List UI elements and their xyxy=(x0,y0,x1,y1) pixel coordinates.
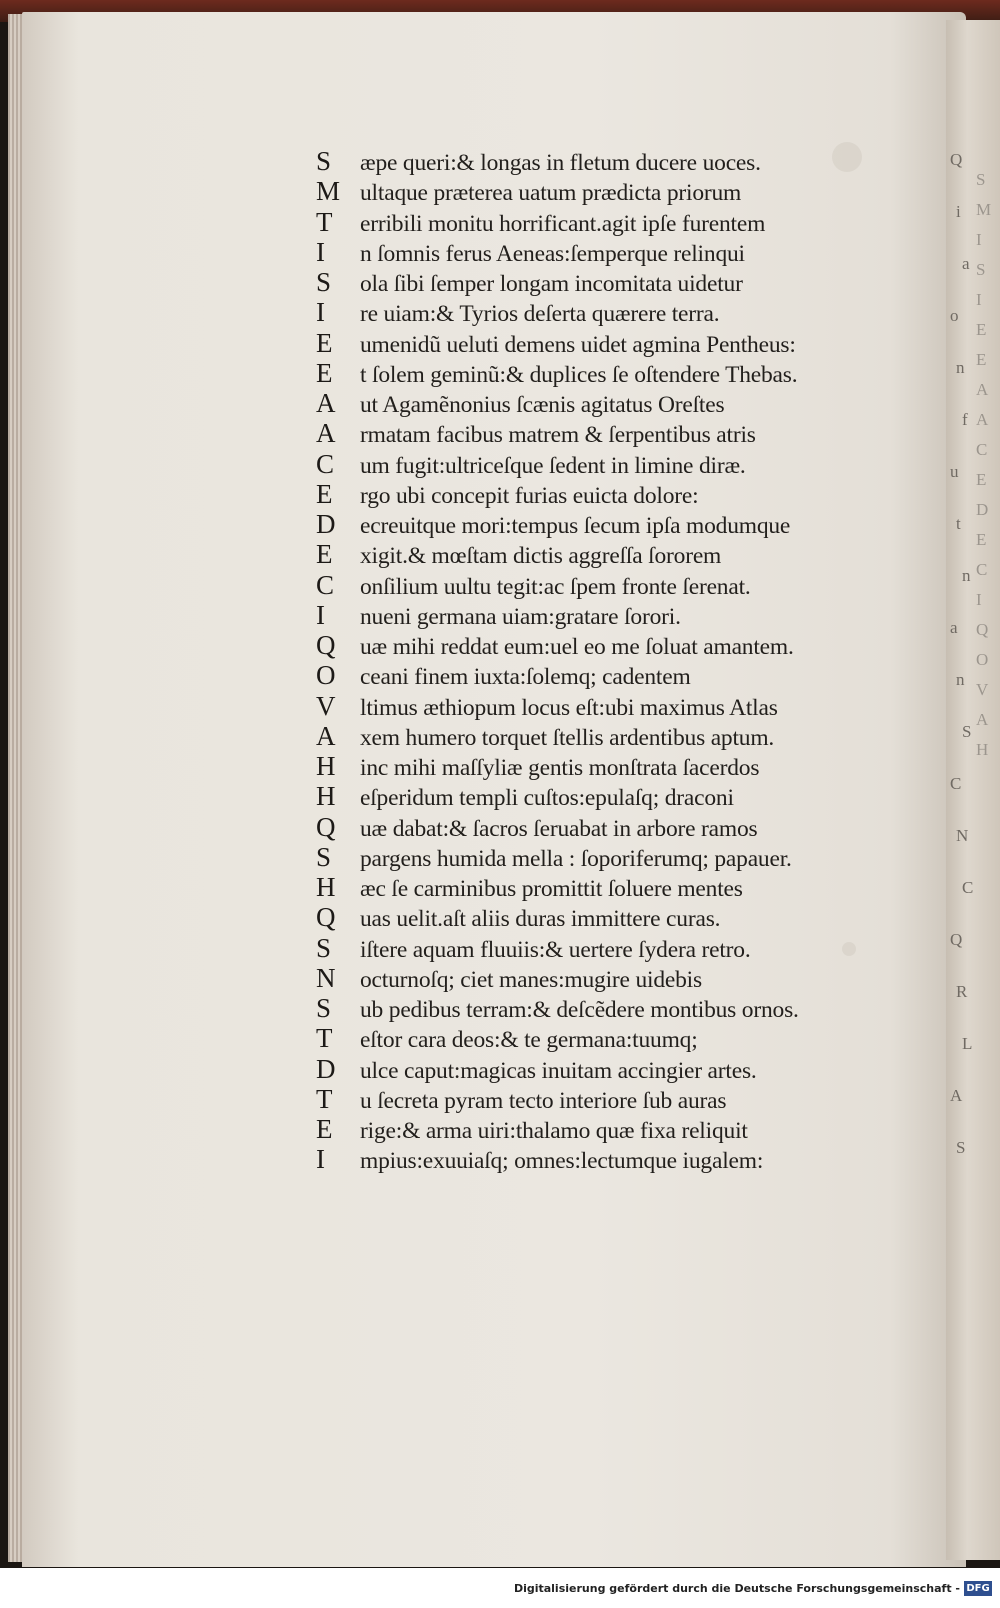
verse-text: eſtor cara deos:& te germana:tuumq; xyxy=(360,1027,698,1054)
verse-text: inc mihi maſſyliæ gentis monſtrata ſacerdos xyxy=(360,755,760,781)
verse-line xyxy=(316,328,876,358)
bleed-letter: D xyxy=(976,500,989,519)
verse-line xyxy=(316,600,876,630)
verse-line xyxy=(316,1084,876,1114)
verse-initial: Q xyxy=(316,811,336,842)
verse-initial: H xyxy=(316,751,336,781)
bleed-letter: n xyxy=(956,358,965,377)
verse-line xyxy=(316,902,876,932)
bleed-letter: C xyxy=(962,878,974,897)
verse-text: uæ mihi reddat eum:uel eo me ſoluat amantem. xyxy=(360,634,794,660)
verse-line xyxy=(316,963,876,993)
verse-initial: E xyxy=(316,327,333,358)
verse-list xyxy=(316,146,876,1175)
verse-initial: D xyxy=(316,509,336,539)
bleed-letter: V xyxy=(976,680,989,699)
verse-line xyxy=(316,176,876,206)
footer-credit: Digitalisierung gefördert durch die Deutsche Forschungsgemeinschaft - xyxy=(513,1582,960,1595)
verse-text: ola ſibi ſemper longam incomitata uidetur xyxy=(360,271,743,297)
bleed-letter: E xyxy=(976,350,987,369)
verse-line xyxy=(316,146,876,176)
verse-text: xem humero torquet ſtellis ardentibus aptum. xyxy=(360,724,775,751)
bleed-letter: A xyxy=(976,710,989,729)
verse-text: rige:& arma uiri:thalamo quæ fixa reliquit xyxy=(360,1118,748,1144)
verse-line xyxy=(316,570,876,600)
bleed-letter: f xyxy=(962,410,968,429)
verse-line xyxy=(316,842,876,872)
verse-text: u ſecreta pyram tecto interiore ſub auras xyxy=(360,1087,727,1114)
verse-line xyxy=(316,1144,876,1174)
verse-line xyxy=(316,509,876,539)
verse-line xyxy=(316,1054,876,1084)
verse-initial: C xyxy=(316,569,335,600)
verse-line xyxy=(316,993,876,1023)
verse-line xyxy=(316,1023,876,1053)
verse-initial: I xyxy=(316,236,325,267)
verse-line xyxy=(316,539,876,569)
verse-text: umenidũ ueluti demens uidet agmina Pentheus: xyxy=(360,331,796,358)
verse-line xyxy=(316,721,876,751)
verse-line xyxy=(316,812,876,842)
verse-initial: E xyxy=(316,1114,333,1144)
bleed-letter: a xyxy=(950,618,958,637)
verse-text: ultaque præterea uatum prædicta priorum xyxy=(360,180,742,207)
bleed-letter: N xyxy=(956,826,969,845)
verse-initial: S xyxy=(316,146,332,176)
verse-text: uæ dabat:& ſacros ſeruabat in arbore ramos xyxy=(360,815,758,842)
verse-initial: E xyxy=(316,539,333,570)
verse-initial: I xyxy=(316,599,325,630)
bleed-letter: S xyxy=(976,260,986,279)
bleed-letter: L xyxy=(962,1034,973,1053)
verse-text: mpius:exuuiaſq; omnes:lectumque iugalem: xyxy=(360,1148,764,1175)
verse-line xyxy=(316,751,876,781)
bleed-letter: t xyxy=(956,514,961,533)
verse-initial: S xyxy=(316,841,332,872)
verse-initial: H xyxy=(316,872,336,902)
verse-line xyxy=(316,933,876,963)
verse-line xyxy=(316,691,876,721)
verse-text: erribili monitu horrificant.agit ipſe furentem xyxy=(360,210,766,237)
verse-text: xigit.& mœſtam dictis aggreſſa ſororem xyxy=(360,543,722,570)
bleed-letter: n xyxy=(962,566,971,585)
bleed-letter: A xyxy=(950,1086,963,1105)
verse-line xyxy=(316,267,876,297)
verse-line xyxy=(316,449,876,479)
verse-line xyxy=(316,418,876,448)
verse-text: iſtere aquam fluuiis:& uertere ſydera retro. xyxy=(360,936,751,963)
verse-line xyxy=(316,1114,876,1144)
verse-initial: T xyxy=(316,1023,333,1054)
verse-initial: H xyxy=(316,781,336,812)
verse-line xyxy=(316,630,876,660)
bleed-letter: I xyxy=(976,590,982,609)
verse-initial: M xyxy=(316,176,341,207)
bleed-letter: u xyxy=(950,462,959,481)
verse-text: t ſolem geminũ:& duplices ſe oſtendere Thebas. xyxy=(360,361,798,388)
verse-text: ub pedibus terram:& deſcẽdere montibus ornos. xyxy=(360,997,799,1023)
verse-initial: Q xyxy=(316,630,336,660)
bleed-letter: I xyxy=(976,230,982,249)
bleed-letter: M xyxy=(976,200,992,219)
verse-initial: I xyxy=(316,297,325,328)
verse-line xyxy=(316,297,876,327)
bleed-letter: C xyxy=(976,440,988,459)
facing-page-edge xyxy=(946,20,1000,1560)
verse-initial: Q xyxy=(316,902,336,933)
bleed-letter: a xyxy=(962,254,970,273)
verse-initial: C xyxy=(316,448,335,479)
verse-text: um fugit:ultriceſque ſedent in limine diræ. xyxy=(360,452,746,479)
verse-initial: V xyxy=(316,690,336,721)
verse-initial: I xyxy=(316,1144,325,1175)
verse-line xyxy=(316,660,876,690)
verse-text: rmatam facibus matrem & ſerpentibus atris xyxy=(360,422,756,449)
bleed-letter: O xyxy=(976,650,989,669)
verse-initial: D xyxy=(316,1053,336,1084)
verse-initial: S xyxy=(316,993,332,1023)
bleed-letter: S xyxy=(976,170,986,189)
bleed-letter: C xyxy=(950,774,962,793)
verse-text: ltimus æthiopum locus eſt:ubi maximus Atlas xyxy=(360,694,778,721)
verse-text: uas uelit.aſt aliis duras immittere curas. xyxy=(360,906,721,933)
bleed-letter: E xyxy=(976,470,987,489)
verse-text: octurnoſq; ciet manes:mugire uidebis xyxy=(360,966,702,993)
bleed-letter: n xyxy=(956,670,965,689)
verse-line xyxy=(316,781,876,811)
verse-initial: S xyxy=(316,267,332,297)
verse-initial: S xyxy=(316,932,332,963)
verse-text: re uiam:& Tyrios deſerta quærere terra. xyxy=(360,301,720,328)
verse-text: ceani finem iuxta:ſolemq; cadentem xyxy=(360,664,691,691)
bleed-letter: Q xyxy=(950,150,963,169)
verse-text: rgo ubi concepit furias euicta dolore: xyxy=(360,482,699,509)
verse-initial: N xyxy=(316,962,336,993)
verse-initial: E xyxy=(316,478,333,509)
verse-text: pargens humida mella : ſoporiferumq; papauer. xyxy=(360,845,792,872)
verse-text: nueni germana uiam:gratare ſorori. xyxy=(360,603,681,630)
bleed-letter: R xyxy=(956,982,968,1001)
bleed-letter: H xyxy=(976,740,989,759)
bleed-letter: I xyxy=(976,290,982,309)
verse-line xyxy=(316,207,876,237)
verse-initial: T xyxy=(316,206,333,237)
bleed-letter: Q xyxy=(950,930,963,949)
digitization-footer xyxy=(0,1568,1000,1608)
verse-initial: A xyxy=(316,388,336,418)
bleed-letter: Q xyxy=(976,620,989,639)
dfg-logo: DFG xyxy=(964,1581,992,1596)
verse-text: æpe queri:& longas in fletum ducere uoces. xyxy=(360,150,761,176)
verse-line xyxy=(316,872,876,902)
verse-text: ulce caput:magicas inuitam accingier artes. xyxy=(360,1057,757,1084)
verse-text: ecreuitque mori:tempus ſecum ipſa modumque xyxy=(360,513,791,539)
verse-text: eſperidum templi cuſtos:epulaſq; draconi xyxy=(360,785,734,812)
verse-line xyxy=(316,358,876,388)
bleed-letter: E xyxy=(976,530,987,549)
bleed-letter: i xyxy=(956,202,961,221)
page-stack-edges xyxy=(8,14,22,1562)
verse-text: ut Agamẽnonius ſcænis agitatus Oreſtes xyxy=(360,392,725,418)
verse-line xyxy=(316,388,876,418)
verse-line xyxy=(316,237,876,267)
bleed-letter: E xyxy=(976,320,987,339)
verse-initial: A xyxy=(316,720,336,751)
bleed-letter: S xyxy=(962,722,972,741)
verse-text: n ſomnis ferus Aeneas:ſemperque relinqui xyxy=(360,240,745,267)
verse-initial: E xyxy=(316,357,333,388)
verse-text: onſilium uultu tegit:ac ſpem fronte ſerenat. xyxy=(360,573,751,600)
bleed-letter: S xyxy=(956,1138,966,1157)
verse-initial: T xyxy=(316,1083,333,1114)
bleed-letter: A xyxy=(976,410,989,429)
verse-initial: O xyxy=(316,660,336,691)
verse-line xyxy=(316,479,876,509)
bleed-letter: o xyxy=(950,306,959,325)
bleed-letter: A xyxy=(976,380,989,399)
verse-initial: A xyxy=(316,418,336,449)
bleed-letter: C xyxy=(976,560,988,579)
verse-text: æc ſe carminibus promittit ſoluere mentes xyxy=(360,876,743,902)
